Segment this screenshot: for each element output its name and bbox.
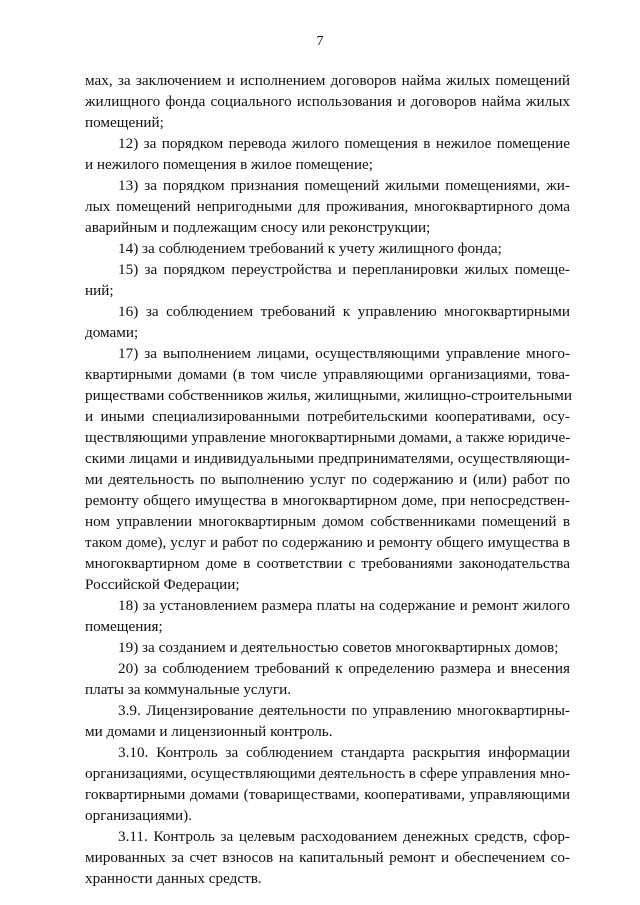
paragraph: [85, 175, 570, 238]
paragraph-line: платы за коммунальные услуги.: [85, 681, 291, 698]
paragraph-line: домами;: [85, 324, 139, 341]
paragraph-line: 12) за порядком перевода жилого помещения в нежилое помещение: [118, 135, 570, 152]
paragraph-line: 13) за порядком признания помещений жилыми помещениями, жи-: [118, 177, 570, 194]
paragraph: [85, 301, 570, 343]
paragraph-line: таком доме), услуг и работ по содержанию и ремонту общего имущества в: [85, 534, 570, 551]
paragraph-line: 3.9. Лицензирование деятельности по управлению многоквартирны-: [118, 702, 570, 719]
paragraph-line: аварийным и подлежащим сносу или реконструкции;: [85, 219, 431, 236]
paragraph: [85, 700, 570, 742]
paragraph-line: 3.10. Контроль за соблюдением стандарта раскрытия информации: [118, 744, 570, 761]
paragraph: [85, 343, 573, 595]
paragraph-line: и иными специализированными потребительскими кооперативами, осу-: [85, 408, 570, 425]
paragraph: [85, 595, 570, 637]
paragraph-line: ний;: [85, 282, 114, 299]
paragraph-line: хранности данных средств.: [85, 870, 262, 887]
paragraph: [85, 637, 570, 658]
paragraph-line: 19) за созданием и деятельностью советов многоквартирных домов;: [118, 639, 559, 656]
paragraph-line: лых помещений непригодными для проживания, многоквартирного дома: [85, 198, 570, 215]
paragraph: [85, 826, 570, 889]
paragraph-line: 17) за выполнением лицами, осуществляющими управление много-: [118, 345, 570, 362]
paragraph-line: помещения;: [85, 618, 163, 635]
paragraph: [85, 259, 570, 301]
paragraph-line: мах, за заключением и исполнением договоров найма жилых помещений: [85, 72, 570, 89]
paragraph: [85, 742, 570, 826]
paragraph-line: помещений;: [85, 114, 164, 131]
paragraph-line: риществами собственников жилья, жилищными, жилищно-строительными: [85, 387, 573, 404]
paragraph-line: квартирными домами (в том числе управляющими организациями, това-: [85, 366, 570, 383]
paragraph-line: ми деятельность по выполнению услуг по содержанию и (или) работ по: [85, 471, 570, 488]
paragraph-line: ществляющими управление многоквартирными домами, а также юридиче-: [85, 429, 571, 446]
paragraph-line: 15) за порядком переустройства и перепланировки жилых помеще-: [118, 261, 570, 278]
paragraph: [85, 133, 570, 175]
paragraph-line: ми домами и лицензионный контроль.: [85, 723, 333, 740]
paragraph-line: 3.11. Контроль за целевым расходованием денежных средств, сфор-: [118, 828, 570, 845]
page-number: 7: [316, 34, 324, 49]
paragraph: [85, 70, 570, 133]
document-body: [85, 70, 573, 889]
paragraph-line: мированных за счет взносов на капитальный ремонт и обеспечением со-: [85, 849, 570, 866]
paragraph-line: ремонту общего имущества в многоквартирном доме, при непосредствен-: [85, 492, 570, 509]
paragraph-line: гоквартирными домами (товариществами, кооперативами, управляющими: [85, 786, 570, 803]
paragraph: [85, 238, 570, 259]
paragraph-line: организациями, осуществляющими деятельность в сфере управления мно-: [85, 765, 571, 782]
paragraph-line: 14) за соблюдением требований к учету жилищного фонда;: [118, 240, 502, 257]
paragraph: [85, 658, 570, 700]
paragraph-line: 20) за соблюдением требований к определению размера и внесения: [118, 660, 570, 677]
paragraph-line: ном управлении многоквартирным домом собственниками помещений в: [85, 513, 570, 530]
paragraph-line: многоквартирном доме в соответствии с требованиями законодательства: [85, 555, 570, 572]
paragraph-line: и нежилого помещения в жилое помещение;: [85, 156, 374, 173]
paragraph-line: 18) за установлением размера платы на содержание и ремонт жилого: [118, 597, 570, 614]
paragraph-line: жилищного фонда социального использования и договоров найма жилых: [85, 93, 570, 110]
paragraph-line: организациями).: [85, 807, 192, 824]
paragraph-line: 16) за соблюдением требований к управлению многоквартирными: [118, 303, 570, 320]
paragraph-line: скими лицами и индивидуальными предпринимателями, осуществляющи-: [85, 450, 570, 467]
paragraph-line: Российской Федерации;: [85, 576, 240, 593]
